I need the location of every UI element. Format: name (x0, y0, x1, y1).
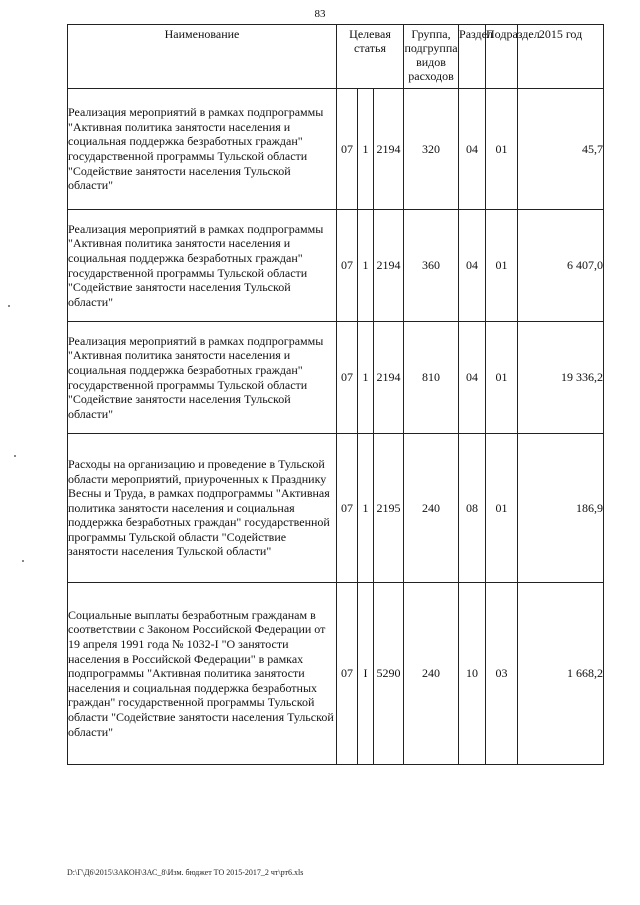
table-row (68, 210, 604, 322)
header-section: Раздел (459, 25, 486, 89)
row-amount: 19 336,2 (518, 322, 604, 434)
header-name: Наименование (68, 25, 337, 89)
row-group: 810 (404, 322, 459, 434)
row-subsection: 01 (486, 322, 518, 434)
row-cs1: 07 (337, 434, 358, 583)
scan-speck (14, 455, 16, 457)
row-section: 04 (459, 210, 486, 322)
row-name: Реализация мероприятий в рамках подпрограммы "Активная политика занятости населения и социальная поддержка безработных граждан" государственной программы Тульской области "Содействие занятости населения Тульской области" (68, 210, 337, 322)
row-cs2: I (358, 583, 374, 765)
row-subsection: 01 (486, 434, 518, 583)
table-row (68, 583, 604, 765)
row-cs1: 07 (337, 583, 358, 765)
row-section: 10 (459, 583, 486, 765)
row-subsection: 03 (486, 583, 518, 765)
row-cs1: 07 (337, 89, 358, 210)
row-cs2: 1 (358, 322, 374, 434)
page-number: 83 (314, 8, 326, 20)
table-header-row (68, 25, 604, 89)
header-group: Группа, подгруппа видов расходов (404, 25, 459, 89)
header-subsection: Подраздел (486, 25, 518, 89)
row-section: 04 (459, 322, 486, 434)
table-row (68, 434, 604, 583)
row-cs1: 07 (337, 322, 358, 434)
table-row (68, 89, 604, 210)
header-target-article: Целевая статья (337, 25, 404, 89)
budget-table (67, 24, 604, 765)
row-cs3: 5290 (374, 583, 404, 765)
row-amount: 45,7 (518, 89, 604, 210)
row-cs2: 1 (358, 210, 374, 322)
row-group: 360 (404, 210, 459, 322)
row-name: Расходы на организацию и проведение в Тульской области мероприятий, приуроченных к Празднику Весны и Труда, в рамках подпрограммы "Активная политика занятости населения и социальная поддержка безработных граждан" государственной программы Тульской области "Содействие занятости населения Тульской области" (68, 434, 337, 583)
row-cs1: 07 (337, 210, 358, 322)
row-cs3: 2194 (374, 89, 404, 210)
scan-speck (22, 560, 24, 562)
row-name: Реализация мероприятий в рамках подпрограммы "Активная политика занятости населения и социальная поддержка безработных граждан" государственной программы Тульской области "Содействие занятости населения Тульской области" (68, 89, 337, 210)
row-name: Социальные выплаты безработным гражданам в соответствии с Законом Российской Федерации от 19 апреля 1991 года № 1032-I "О занятости населения в Российской Федерации" в рамках подпрограммы "Активная политика занятости населения и социальная поддержка безработных граждан" государственной программы Тульской области "Содействие занятости населения Тульской области" (68, 583, 337, 765)
row-cs2: 1 (358, 434, 374, 583)
row-section: 04 (459, 89, 486, 210)
row-cs3: 2195 (374, 434, 404, 583)
row-name: Реализация мероприятий в рамках подпрограммы "Активная политика занятости населения и социальная поддержка безработных граждан" государственной программы Тульской области "Содействие занятости населения Тульской области" (68, 322, 337, 434)
table-row (68, 322, 604, 434)
scan-speck (8, 305, 10, 307)
row-cs3: 2194 (374, 322, 404, 434)
row-amount: 1 668,2 (518, 583, 604, 765)
file-path-footer: D:\Г\Д6\2015\ЗАКОН\ЗАС_8\Изм. бюджет ТО 2015-2017_2 чт\рт6.xls (67, 868, 304, 877)
row-cs3: 2194 (374, 210, 404, 322)
row-subsection: 01 (486, 89, 518, 210)
row-amount: 6 407,0 (518, 210, 604, 322)
row-amount: 186,9 (518, 434, 604, 583)
header-year: 2015 год (518, 25, 604, 89)
row-group: 320 (404, 89, 459, 210)
row-section: 08 (459, 434, 486, 583)
row-cs2: 1 (358, 89, 374, 210)
row-subsection: 01 (486, 210, 518, 322)
row-group: 240 (404, 434, 459, 583)
row-group: 240 (404, 583, 459, 765)
